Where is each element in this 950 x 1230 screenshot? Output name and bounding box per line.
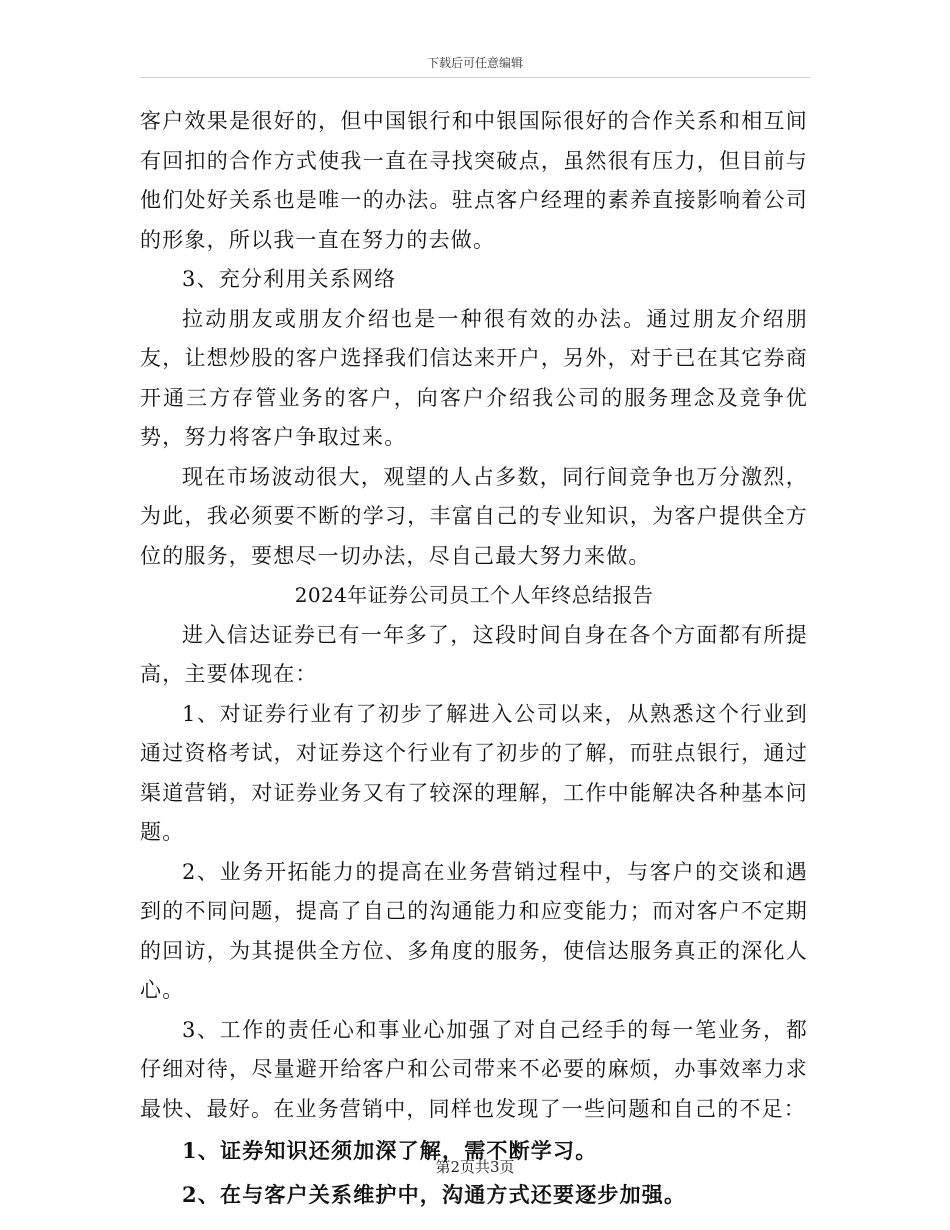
header-divider	[140, 77, 810, 78]
paragraph-subheading: 3、充分利用关系网络	[182, 267, 397, 291]
paragraph: 3、工作的责任心和事业心加强了对自己经手的每一笔业务，都仔细对待，尽量避开给客户和公司带来不必要的麻烦，办事效率力求最快、最好。在业务营销中，同样也发现了一些问题和自己的不足：	[140, 1017, 808, 1121]
bold-list-item: 2、在与客户关系维护中，沟通方式还要逐步加强。	[182, 1182, 687, 1207]
bold-list-item: 1、证券知识还须加深了解，需不断学习。	[182, 1138, 598, 1163]
paragraph: 进入信达证券已有一年多了，这段时间自身在各个方面都有所提高，主要体现在：	[140, 622, 808, 686]
paragraph: 现在市场波动很大，观望的人占多数，同行间竞争也万分激烈，为此，我必须要不断的学习，丰富自己的专业知识，为客户提供全方位的服务，要想尽一切办法，尽自己最大努力来做。	[140, 464, 808, 568]
document-body	[140, 102, 808, 1217]
paragraph: 2、业务开拓能力的提高在业务营销过程中，与客户的交谈和遇到的不同问题，提高了自己的沟通能力和应变能力；而对客户不定期的回访，为其提供全方位、多角度的服务，使信达服务真正的深化人心。	[140, 859, 808, 1002]
page-header: 下载后可任意编辑	[426, 56, 523, 70]
paragraph: 1、对证券行业有了初步了解进入公司以来，从熟悉这个行业到通过资格考试，对证券这个行业有了初步的了解，而驻点银行，通过渠道营销，对证券业务又有了较深的理解，工作中能解决各种基本问题。	[140, 701, 808, 844]
section-title: 2024年证券公司员工个人年终总结报告	[294, 583, 654, 607]
paragraph-continuation: 客户效果是很好的，但中国银行和中银国际很好的合作关系和相互间有回扣的合作方式使我一直在寻找突破点，虽然很有压力，但目前与他们处好关系也是唯一的办法。驻点客户经理的素养直接影响着公司的形象，所以我一直在努力的去做。	[140, 109, 808, 252]
paragraph: 拉动朋友或朋友介绍也是一种很有效的办法。通过朋友介绍朋友，让想炒股的客户选择我们信达来开户，另外，对于已在其它券商开通三方存管业务的客户，向客户介绍我公司的服务理念及竞争优势，努力将客户争取过来。	[140, 306, 808, 449]
page-number: 第2页共3页	[435, 1158, 515, 1176]
